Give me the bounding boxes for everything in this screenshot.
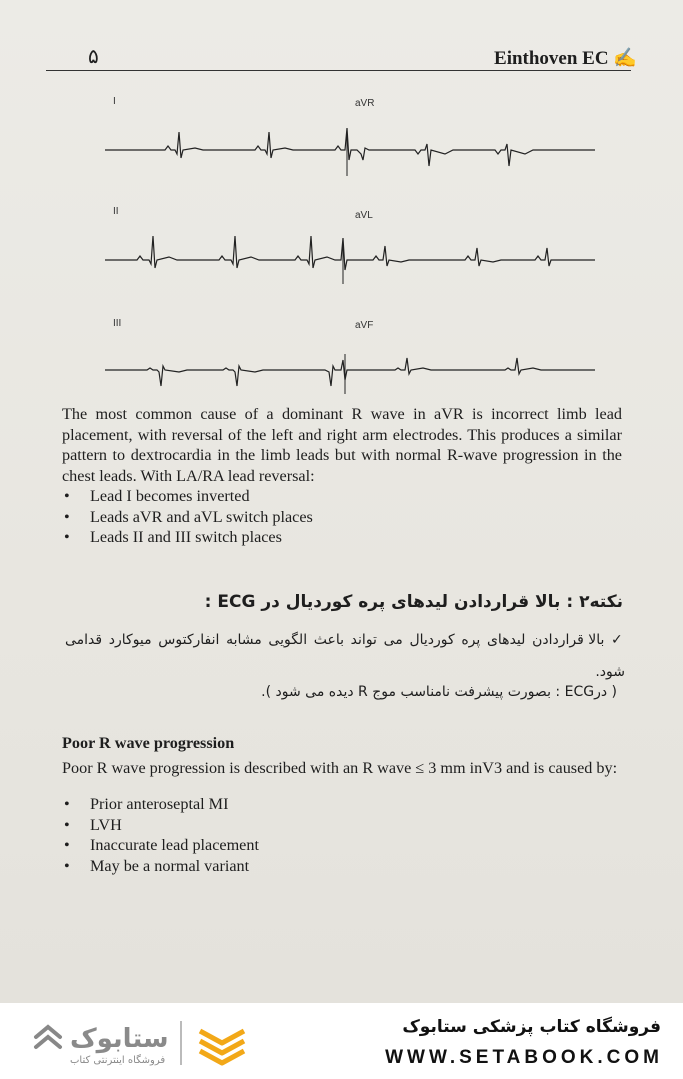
- page-number: ۵: [88, 46, 99, 68]
- dominant-r-avr-paragraph: The most common cause of a dominant R wave in aVR is incorrect limb lead placement, with reversal of the left and right arm electrodes. This produces a similar pattern to dextrocardia in the limb leads but with normal R-wave progression in the chest leads. With LA/RA lead reversal:: [62, 405, 622, 485]
- ecg-label-avl: aVL: [355, 210, 373, 221]
- list-item: • Inaccurate lead placement: [62, 835, 259, 856]
- chapter-title: [494, 46, 637, 70]
- logo-subtitle: فروشگاه اینترنتی کتاب: [70, 1055, 166, 1066]
- ecg-trace-lead2-avl: [105, 236, 595, 270]
- ecg-label-lead3: III: [113, 318, 122, 329]
- list-item: • May be a normal variant: [62, 856, 259, 877]
- poor-r-wave-paragraph: Poor R wave progression is described with an R wave ≤ 3 mm inV3 and is caused by:: [62, 759, 618, 777]
- ecg-label-lead1: I: [113, 96, 116, 107]
- list-item: • Prior anteroseptal MI: [62, 794, 259, 815]
- ecg-label-avr: aVR: [355, 98, 375, 109]
- shop-url-link[interactable]: WWW.SETABOOK.COM: [385, 1047, 663, 1068]
- poor-r-wave-heading: Poor R wave progression: [62, 734, 235, 752]
- list-item: • Lead I becomes inverted: [62, 486, 313, 507]
- ecg-trace-lead3-avf: [105, 358, 595, 386]
- poor-r-causes-list: [62, 794, 259, 876]
- watermark-footer: [0, 1003, 683, 1079]
- list-item: • Leads aVR and aVL switch places: [62, 507, 313, 528]
- setabook-logo: [30, 1017, 270, 1069]
- note2-aside: ( درECG : بصورت پیشرفت نامناسب موج R دیده می شود ).: [261, 684, 617, 700]
- shop-name: فروشگاه کتاب پزشکی ستابوک: [402, 1017, 661, 1037]
- note2-heading: نکته۲ : بالا قراردادن لیدهای پره کوردیال در ECG :: [204, 592, 623, 612]
- note2-body: [65, 624, 625, 688]
- header-rule: [46, 70, 631, 71]
- note2-text: بالا قراردادن لیدهای پره کوردیال می تواند باعث الگویی مشابه انفارکتوس میوکارد قدامی شود.: [65, 632, 625, 680]
- ecg-label-lead2: II: [113, 206, 119, 217]
- ecg-tracing-figure: [95, 88, 605, 398]
- logo-wordmark: ستابوک: [70, 1024, 169, 1054]
- ecg-trace-lead1-avr: [105, 128, 595, 166]
- pen-icon: ✍: [613, 48, 637, 69]
- chapter-title-text: Einthoven EC: [494, 48, 609, 69]
- list-item: • Leads II and III switch places: [62, 527, 313, 548]
- ecg-label-avf: aVF: [355, 320, 374, 331]
- lead-reversal-bullet-list: [62, 486, 313, 548]
- checkmark-icon: ✓: [611, 632, 625, 648]
- list-item: • LVH: [62, 815, 259, 836]
